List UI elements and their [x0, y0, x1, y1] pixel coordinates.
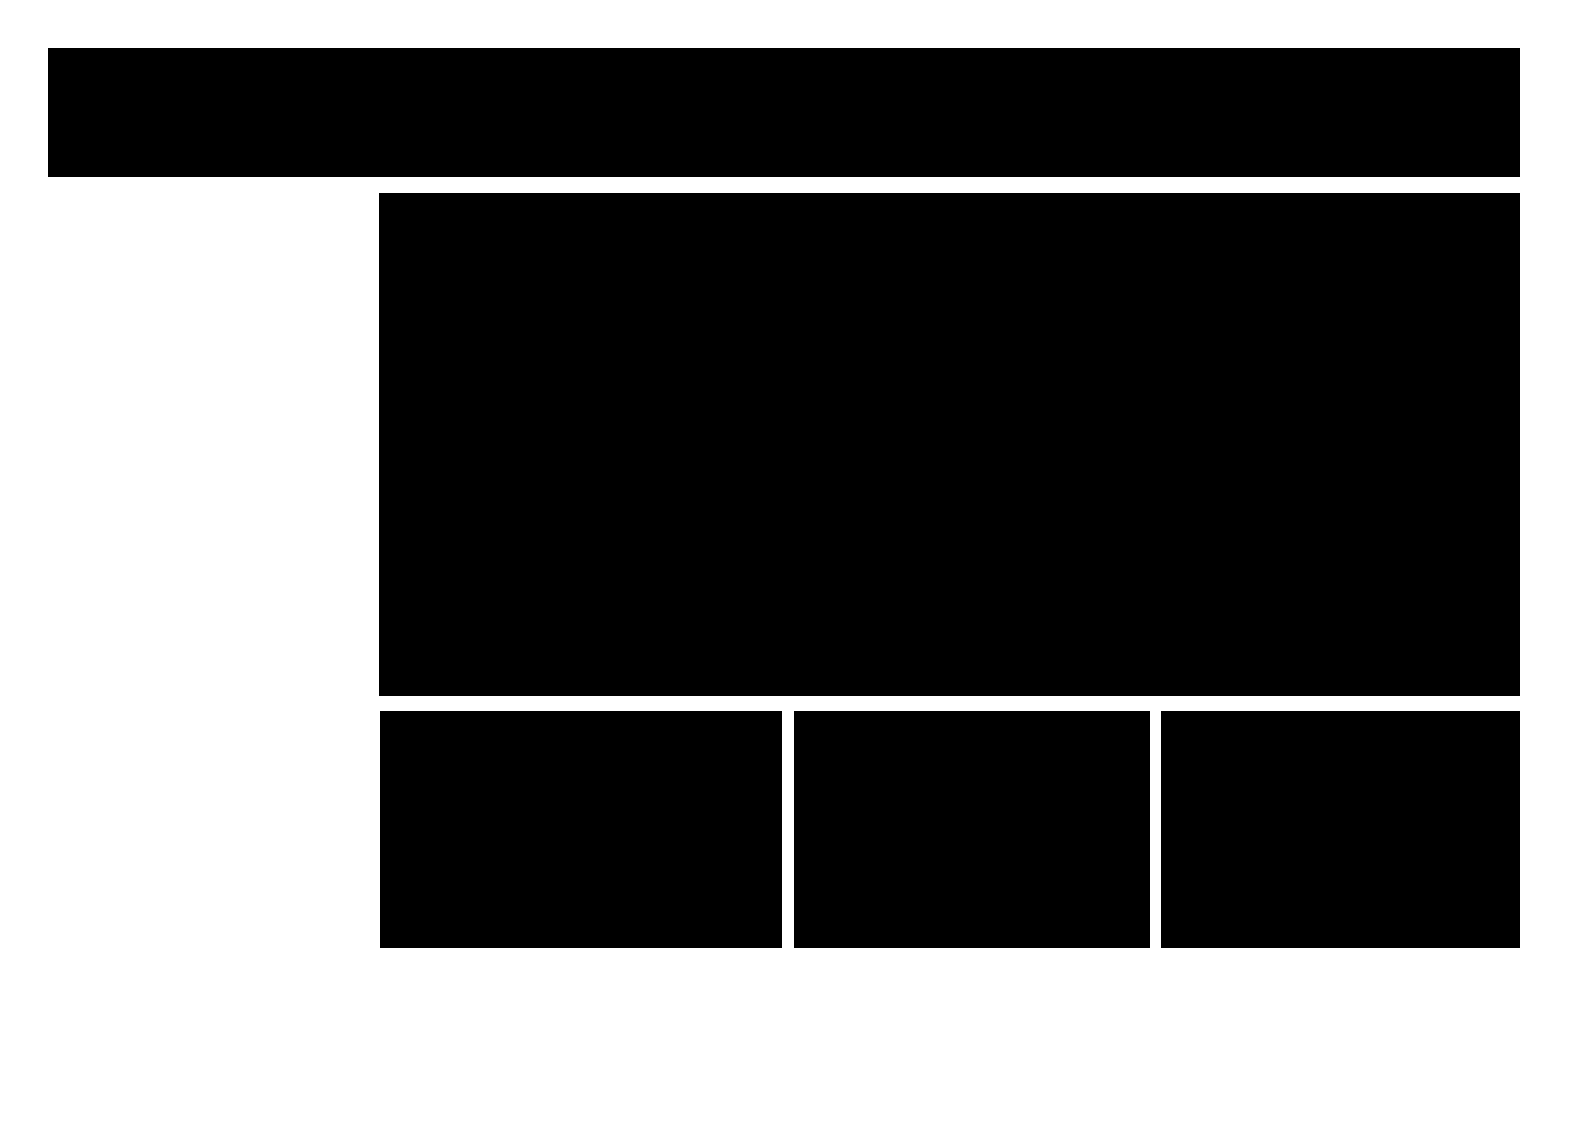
main-drawing-panel [379, 193, 1520, 696]
sidebar [47, 193, 367, 260]
door-thumbnails-panel [794, 711, 1150, 948]
zoomed-notes-panel [1161, 711, 1520, 948]
main-drawing [379, 193, 1520, 696]
title-banner [48, 48, 1520, 177]
sidebar-heading [47, 193, 367, 229]
floor-detail-drawing [380, 711, 782, 948]
floor-detail-panel [380, 711, 782, 948]
zoomed-notes-drawing [1161, 711, 1520, 948]
door-thumbnails-drawing [794, 711, 1150, 948]
